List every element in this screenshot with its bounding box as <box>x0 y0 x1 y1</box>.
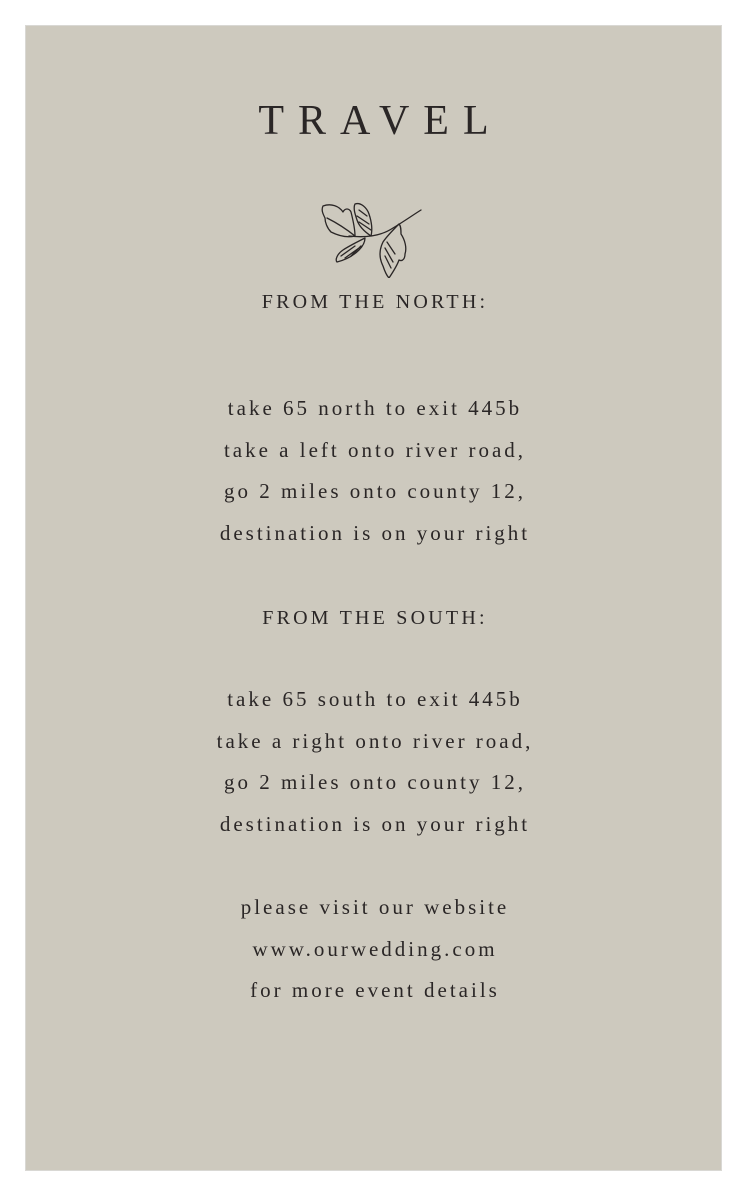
footer-line: please visit our website <box>240 895 510 919</box>
travel-card <box>25 25 722 1171</box>
footer-line: for more event details <box>250 978 500 1002</box>
direction-line: destination is on your right <box>219 520 531 545</box>
direction-line: take a right onto river road, <box>216 728 534 753</box>
direction-line: take 65 south to exit 445b <box>227 687 523 711</box>
north-heading: FROM THE NORTH: <box>261 291 489 313</box>
direction-line: go 2 miles onto county 12, <box>224 770 526 794</box>
website-url: www.ourwedding.com <box>252 936 498 961</box>
card-title: TRAVEL <box>258 98 503 144</box>
north-directions <box>26 388 721 554</box>
footer-note <box>26 887 721 1012</box>
south-heading: FROM THE SOUTH: <box>262 607 488 629</box>
south-directions <box>26 679 721 845</box>
direction-line: go 2 miles onto county 12, <box>224 479 526 503</box>
direction-line: take a left onto river road, <box>223 437 527 462</box>
leaf-sprig-icon <box>321 198 431 278</box>
direction-line: take 65 north to exit 445b <box>227 396 523 420</box>
direction-line: destination is on your right <box>219 811 531 836</box>
